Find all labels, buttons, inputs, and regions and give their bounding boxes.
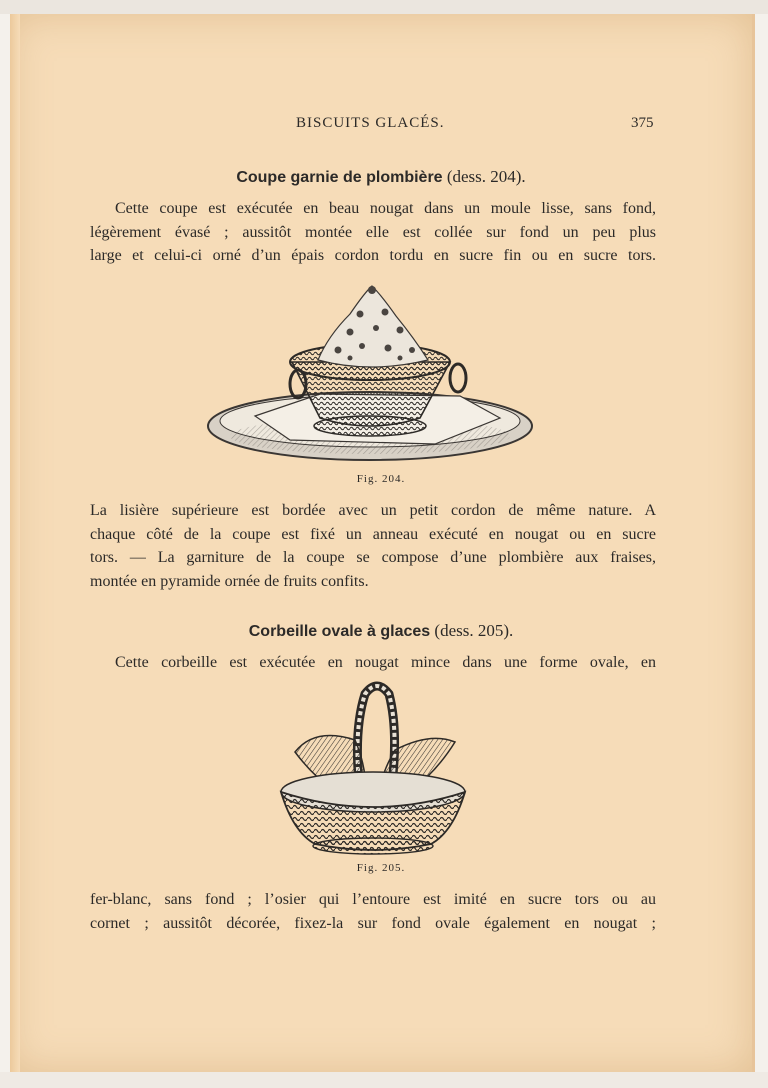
scan-background-bottom	[0, 1072, 768, 1088]
heading-title: Corbeille ovale à glaces	[248, 623, 431, 640]
paragraph-line: cornet ; aussitôt décorée, fixez-la sur fond ovale également en nougat ;	[90, 914, 656, 932]
paragraph-line: large et celui-ci orné d’un épais cordon tordu en sucre fin ou en sucre tors.	[90, 247, 656, 264]
paragraph-line: légèrement évasé ; aussitôt montée elle est collée sur fond un peu plus	[90, 223, 656, 241]
paragraph-line: Cette coupe est exécutée en beau nougat dans un moule lisse, sans fond,	[115, 200, 656, 217]
cup-with-plombiere-engraving	[200, 266, 540, 466]
paragraph-coupe-details	[90, 499, 656, 593]
paragraph-line: chaque côté de la coupe est fixé un anneau exécuté en nougat ou en sucre	[90, 525, 656, 543]
oval-basket-engraving	[265, 672, 475, 860]
paragraph-corbeille-details	[90, 888, 656, 935]
figure-caption-205: Fig. 205.	[356, 862, 406, 874]
paragraph-line: Cette corbeille est exécutée en nougat mince dans une forme ovale, en	[115, 654, 656, 671]
paragraph-coupe-intro	[90, 197, 656, 268]
section-heading-corbeille	[10, 621, 752, 641]
paragraph-line: tors. — La garniture de la coupe se compose d’une plombière aux fraises,	[90, 549, 656, 566]
section-heading-coupe	[10, 167, 752, 187]
paragraph-line: fer-blanc, sans fond ; l’osier qui l’entoure est imité en sucre tors ou au	[90, 891, 656, 908]
page-number: 375	[631, 115, 654, 131]
paragraph-line: montée en pyramide ornée de fruits confits.	[90, 572, 369, 590]
figure-caption-204: Fig. 204.	[356, 473, 406, 485]
paragraph-line: La lisière supérieure est bordée avec un petit cordon de même nature. A	[90, 502, 656, 519]
running-head: BISCUITS GLACÉS.	[296, 115, 445, 131]
paragraph-corbeille-intro	[90, 651, 656, 675]
heading-reference: (dess. 204).	[446, 167, 526, 186]
page-gutter-edge	[10, 14, 20, 1072]
scan-background-top	[0, 0, 768, 14]
heading-title: Coupe garnie de plombière	[236, 169, 443, 186]
heading-reference: (dess. 205).	[434, 621, 514, 640]
book-page	[10, 14, 755, 1072]
